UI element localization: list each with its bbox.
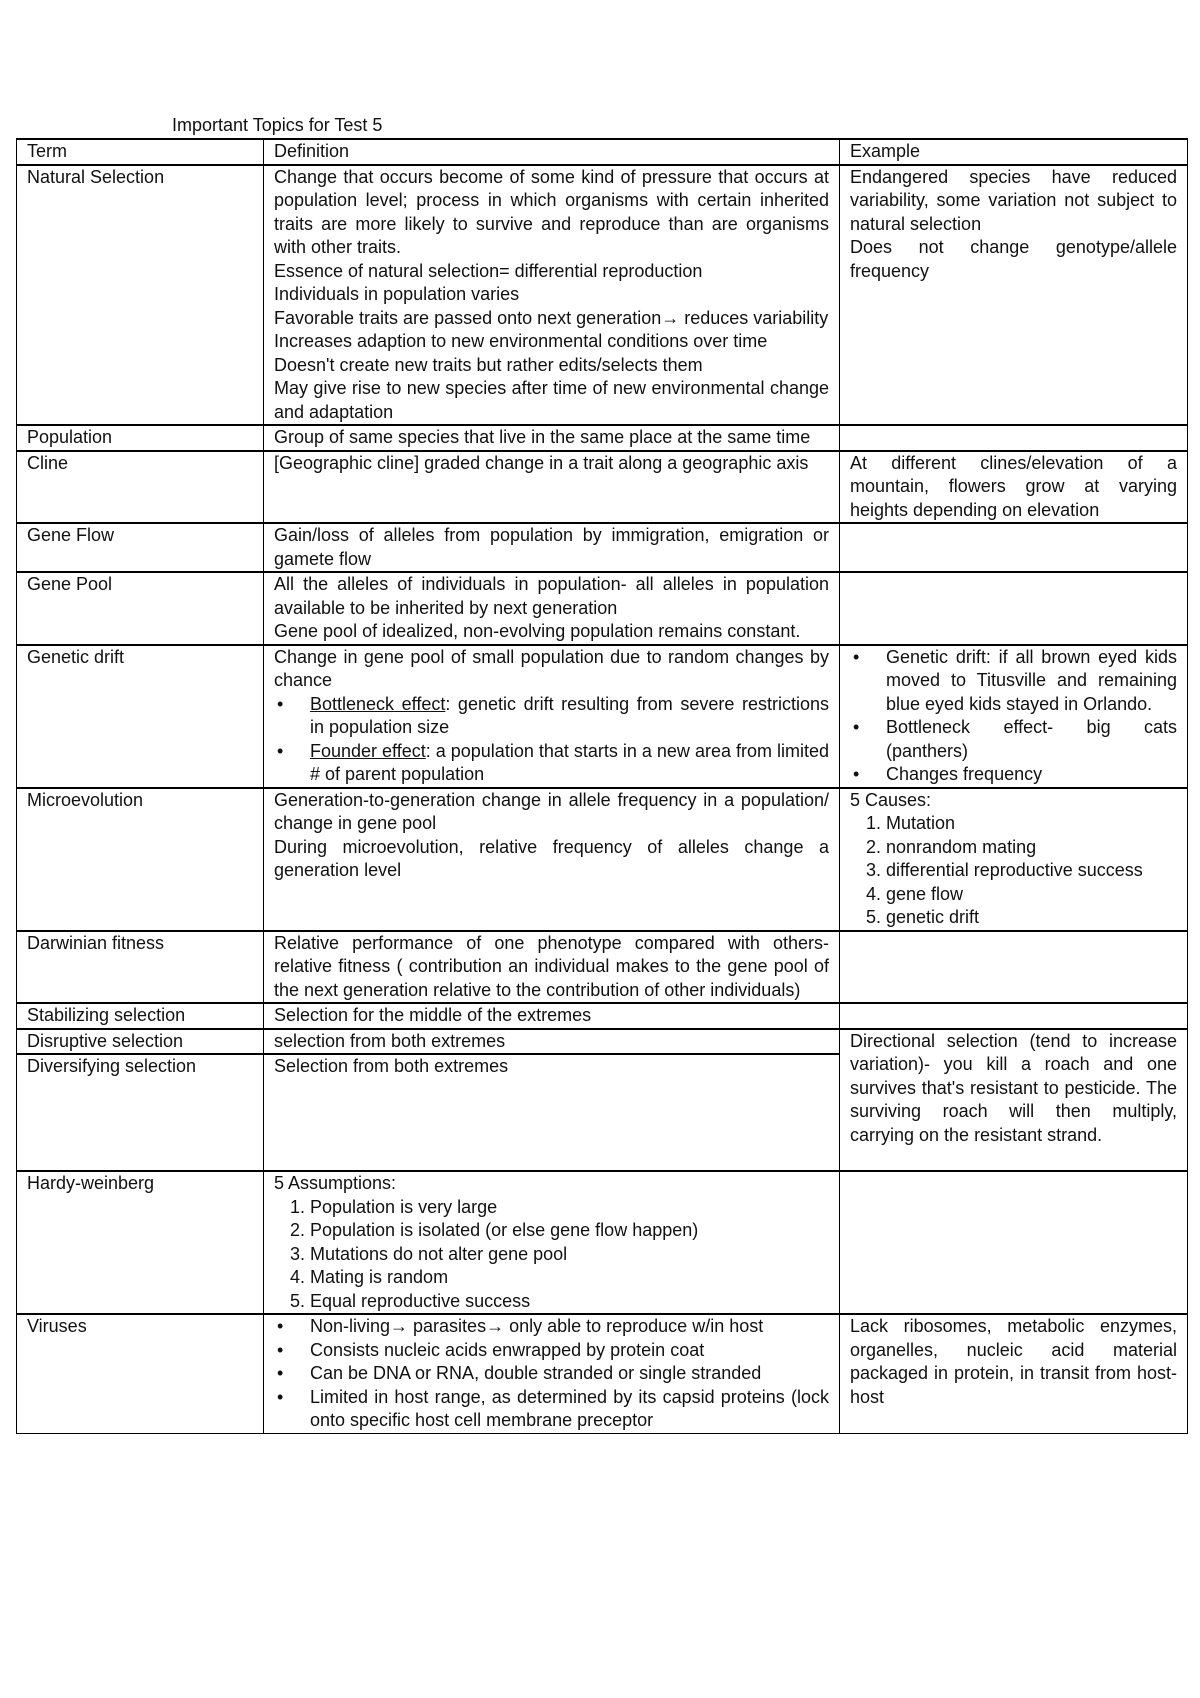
list-item: • Changes frequency	[886, 763, 1177, 787]
example-cell	[840, 523, 1188, 572]
definition-cell	[264, 165, 840, 426]
example-cell	[840, 1003, 1188, 1029]
definition-cell	[264, 1314, 840, 1433]
term-cell: Darwinian fitness	[17, 931, 264, 1004]
definition-cell	[264, 1171, 840, 1314]
list-item: 5. genetic drift	[886, 906, 1177, 930]
definition-cell	[264, 645, 840, 788]
definition-cell: Selection from both extremes	[264, 1054, 840, 1171]
term-cell: Cline	[17, 451, 264, 524]
bullet-text: : genetic drift resulting from severe restrictions in population size	[310, 693, 830, 737]
example-bullet-list	[850, 646, 1177, 787]
header-example: Example	[840, 139, 1188, 165]
table-row	[17, 572, 1188, 645]
definition-cell: Selection for the middle of the extremes	[264, 1003, 840, 1029]
table-row	[17, 1314, 1188, 1433]
example-heading: 5 Causes:	[850, 789, 932, 810]
bullet-text: : a population that starts in a new area from limited # of parent population	[310, 740, 829, 784]
list-item: 4. Mating is random	[310, 1266, 829, 1290]
table-header-row	[17, 139, 1188, 165]
definition-cell: Relative performance of one phenotype compared with others- relative fitness ( contribution an individual makes to the gene pool of the next generation relative to the contribution of other individuals)	[264, 931, 840, 1004]
example-cell	[840, 572, 1188, 645]
definition-cell: [Geographic cline] graded change in a trait along a geographic axis	[264, 451, 840, 524]
definition-line: Individuals in population varies	[274, 284, 520, 304]
example-cell: Lack ribosomes, metabolic enzymes, organelles, nucleic acid material packaged in protein, in transit from host-host	[840, 1314, 1188, 1433]
table-row	[17, 931, 1188, 1004]
example-cell	[840, 645, 1188, 788]
definition-cell: Group of same species that live in the same place at the same time	[264, 425, 840, 451]
definition-bullet-list	[274, 693, 829, 787]
term-cell: Gene Flow	[17, 523, 264, 572]
definition-line: All the alleles of individuals in population- all alleles in population available to be inherited by next generation	[274, 574, 829, 618]
table-row	[17, 645, 1188, 788]
definition-line: Essence of natural selection= differential reproduction	[274, 260, 703, 281]
example-cell	[840, 165, 1188, 426]
term-cell: Hardy-weinberg	[17, 1171, 264, 1314]
list-item: • Limited in host range, as determined by its capsid proteins (lock onto specific host cell membrane preceptor	[310, 1386, 829, 1433]
example-cell	[840, 788, 1188, 931]
list-item: • Genetic drift: if all brown eyed kids moved to Titusville and remaining blue eyed kids stayed in Orlando.	[886, 646, 1177, 717]
definition-line: Gene pool of idealized, non-evolving population remains constant.	[274, 621, 801, 641]
term-cell: Genetic drift	[17, 645, 264, 788]
definition-line: Change in gene pool of small population due to random changes by chance	[274, 646, 829, 690]
example-cell	[840, 1171, 1188, 1314]
definition-cell: Gain/loss of alleles from population by immigration, emigration or gamete flow	[264, 523, 840, 572]
term-cell: Stabilizing selection	[17, 1003, 264, 1029]
list-item: 2. Population is isolated (or else gene flow happen)	[310, 1219, 829, 1243]
list-item: • Non-living→ parasites→ only able to reproduce w/in host	[310, 1315, 829, 1339]
definition-numbered-list	[274, 1196, 829, 1314]
term-cell: Gene Pool	[17, 572, 264, 645]
example-numbered-list	[850, 812, 1177, 930]
header-term: Term	[17, 139, 264, 165]
list-item: • Can be DNA or RNA, double stranded or single stranded	[310, 1362, 829, 1386]
table-row	[17, 523, 1188, 572]
definition-line: Change that occurs become of some kind of pressure that occurs at population level; process in which organisms with certain inherited traits are more likely to survive and reproduce than are organisms with other traits.	[274, 166, 829, 257]
topics-table	[16, 138, 1188, 1434]
definition-line: May give rise to new species after time of new environmental change and adaptation	[274, 378, 829, 422]
table-row	[17, 1003, 1188, 1029]
table-row	[17, 788, 1188, 931]
definition-bullet-list	[274, 1315, 829, 1433]
term-cell: Population	[17, 425, 264, 451]
list-item: • Consists nucleic acids enwrapped by protein coat	[310, 1339, 829, 1363]
definition-line: Generation-to-generation change in allele frequency in a population/ change in gene pool	[274, 789, 829, 833]
term-cell: Microevolution	[17, 788, 264, 931]
list-item: 4. gene flow	[886, 883, 1177, 907]
list-item: • Bottleneck effect- big cats (panthers)	[886, 716, 1177, 763]
example-cell	[840, 425, 1188, 451]
example-line: Does not change genotype/allele frequency	[850, 237, 1177, 281]
example-line: Endangered species have reduced variability, some variation not subject to natural selection	[850, 166, 1177, 234]
list-item: 1. Mutation	[886, 812, 1177, 836]
example-cell: Directional selection (tend to increase variation)- you kill a roach and one survives that's resistant to pesticide. The surviving roach will then multiply, carrying on the resistant strand.	[840, 1029, 1188, 1172]
term-cell: Natural Selection	[17, 165, 264, 426]
definition-line: Increases adaption to new environmental conditions over time	[274, 331, 768, 351]
table-row	[17, 165, 1188, 426]
table-row	[17, 1171, 1188, 1314]
definition-line: Doesn't create new traits but rather edits/selects them	[274, 354, 703, 375]
term-cell: Viruses	[17, 1314, 264, 1433]
definition-line: Favorable traits are passed onto next generation→ reduces variability	[274, 307, 829, 328]
list-item	[310, 740, 829, 787]
list-item: 3. differential reproductive success	[886, 859, 1177, 883]
definition-heading: 5 Assumptions:	[274, 1173, 397, 1193]
example-cell	[840, 931, 1188, 1004]
definition-cell: selection from both extremes	[264, 1029, 840, 1055]
table-row	[17, 1029, 1188, 1055]
table-row	[17, 425, 1188, 451]
definition-line: During microevolution, relative frequency of alleles change a generation level	[274, 836, 829, 880]
list-item	[310, 693, 829, 740]
table-row	[17, 451, 1188, 524]
bullet-term: Bottleneck effect	[310, 693, 446, 714]
definition-cell	[264, 572, 840, 645]
header-definition: Definition	[264, 139, 840, 165]
example-cell: At different clines/elevation of a mountain, flowers grow at varying heights depending on elevation	[840, 451, 1188, 524]
bullet-term: Founder effect	[310, 740, 426, 761]
list-item: 1. Population is very large	[310, 1196, 829, 1220]
list-item: 2. nonrandom mating	[886, 836, 1177, 860]
term-cell: Disruptive selection	[17, 1029, 264, 1055]
list-item: 5. Equal reproductive success	[310, 1290, 829, 1314]
document-title: Important Topics for Test 5	[172, 115, 383, 135]
definition-cell	[264, 788, 840, 931]
list-item: 3. Mutations do not alter gene pool	[310, 1243, 829, 1267]
term-cell: Diversifying selection	[17, 1054, 264, 1171]
